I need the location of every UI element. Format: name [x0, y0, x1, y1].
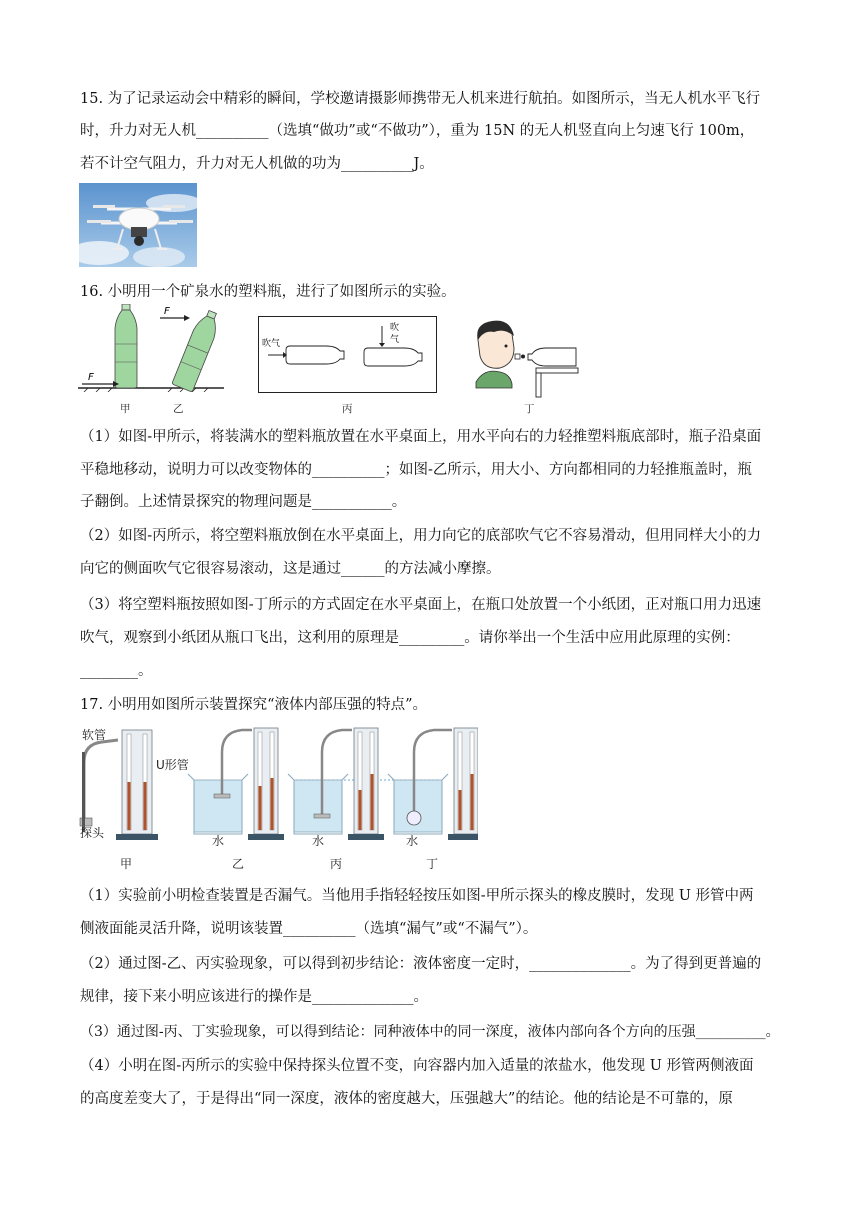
q15-line3: 若不计空气阻力，升力对无人机做的功为__________J。 [80, 156, 434, 172]
caption17-yi: 乙 [232, 857, 245, 871]
caption17-bing: 丙 [330, 857, 343, 871]
q16-p3-l2: 吹气，观察到小纸团从瓶口飞出，这利用的原理是_________。请你举出一个生活中应用此原理的实例： [80, 630, 740, 646]
q16-p1-l1: （1）如图-甲所示，将装满水的塑料瓶放置在水平桌面上，用水平向右的力轻推塑料瓶底部时，瓶子沿桌面 [80, 429, 762, 445]
q16-intro: 16. 小明用一个矿泉水的塑料瓶，进行了如图所示的实验。 [80, 284, 456, 300]
bottle-blow-figure [258, 316, 438, 394]
apparatus-yi [188, 728, 284, 840]
q16-p1-l3: 子翻倒。上述情景探究的物理问题是___________。 [80, 494, 407, 510]
label-water-ding: 水 [406, 834, 419, 848]
boy-blow-figure [470, 318, 585, 402]
drone-photo [79, 183, 197, 267]
q17-p4-l2: 的高度差变大了，于是得出“同一深度，液体的密度越大，压强越大”的结论。他的结论是不可靠的，原 [80, 1091, 733, 1107]
q17-p3-l1: （3）通过图-丙、丁实验现象，可以得到结论：同种液体中的同一深度，液体内部向各个方向的压强__________。 [80, 1024, 780, 1040]
q15-line2: 时，升力对无人机__________（选填“做功”或“不做功”），重为 15N 的无人机竖直向上匀速飞行 100m， [80, 123, 755, 139]
label-hose: 软管 [82, 728, 107, 742]
apparatus-bing [288, 728, 384, 840]
q16-p3-l3: ________。 [80, 663, 153, 679]
q17-p4-l1: （4）小明在图-丙所示的实验中保持探头位置不变，向容器内加入适量的浓盐水，他发现 U 形管两侧液面 [80, 1058, 754, 1074]
blow-label-1: 吹气 [262, 339, 281, 349]
q17-p2-l1: （2）通过图-乙、丙实验现象，可以得到初步结论：液体密度一定时，______________。为了得到更普遍的 [80, 956, 762, 972]
q16-p2-l1: （2）如图-丙所示，将空塑料瓶放倒在水平桌面上，用力向它的底部吹气它不容易滑动，但用同样大小的力 [80, 528, 762, 544]
blow-label-3: 气 [390, 335, 400, 345]
force-label-jia: F [88, 372, 94, 383]
q17-p1-l2: 侧液面能灵活升降，说明该装置__________（选填“漏气”或“不漏气”）。 [80, 921, 538, 937]
label-water-yi: 水 [212, 834, 225, 848]
apparatus-ding [388, 728, 478, 840]
caption-yi: 乙 [173, 403, 184, 415]
bottle-jia [115, 304, 137, 388]
q16-p1-l2: 平稳地移动，说明力可以改变物体的__________；如图-乙所示，用大小、方向都相同的力轻推瓶盖时，瓶 [80, 462, 752, 478]
caption-jia: 甲 [120, 403, 131, 415]
force-label-yi: F [164, 306, 170, 317]
q17-p2-l2: 规律，接下来小明应该进行的操作是______________。 [80, 989, 428, 1005]
q16-p2-l2: 向它的侧面吹气它很容易滚动，这是通过______的方法减小摩擦。 [80, 561, 501, 577]
caption17-ding: 丁 [426, 857, 439, 871]
q17-intro: 17. 小明用如图所示装置探究“液体内部压强的特点”。 [80, 697, 427, 713]
blow-label-2: 吹 [390, 323, 400, 333]
caption-ding: 丁 [524, 403, 535, 415]
bottle-push-figure [78, 304, 228, 392]
caption17-jia: 甲 [120, 857, 133, 871]
label-water-bing: 水 [312, 834, 325, 848]
q15-line1: 15. 为了记录运动会中精彩的瞬间，学校邀请摄影师携带无人机来进行航拍。如图所示，当无人机水平飞行 [80, 91, 761, 107]
bottle-yi [172, 308, 223, 392]
caption-bing: 丙 [342, 403, 353, 415]
q17-p1-l1: （1）实验前小明检查装置是否漏气。当他用手指轻轻按压如图-甲所示探头的橡皮膜时，发现 U 形管中两 [80, 888, 754, 904]
label-utube: U形管 [156, 758, 189, 772]
q16-p3-l1: （3）将空塑料瓶按照如图-丁所示的方式固定在水平桌面上，在瓶口处放置一个小纸团，正对瓶口用力迅速 [80, 597, 762, 613]
label-probe: 探头 [80, 826, 105, 840]
